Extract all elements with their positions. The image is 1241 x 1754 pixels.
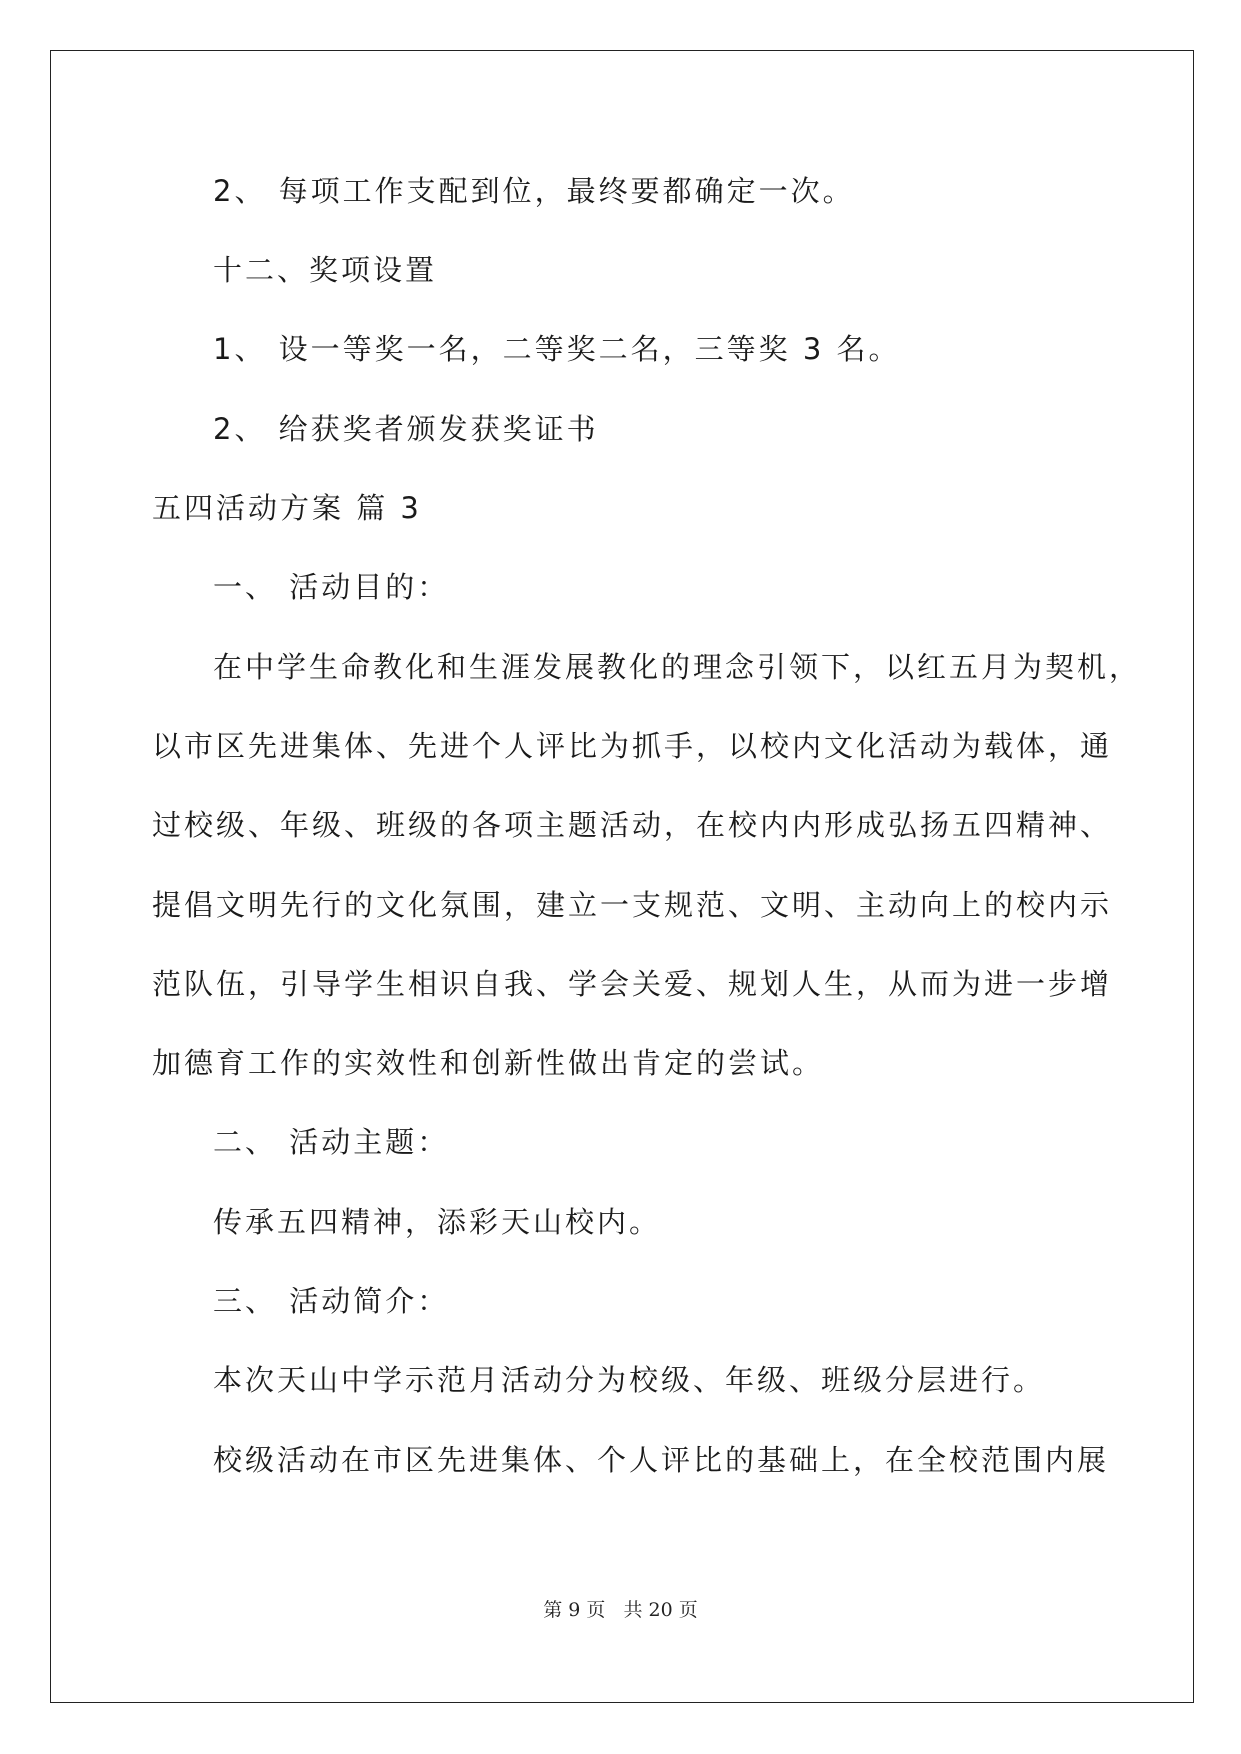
paragraph-line: 范队伍，引导学生相识自我、学会关爱、规划人生，从而为进一步增 xyxy=(152,967,1113,1001)
section-1-heading: 一、 活动目的： xyxy=(213,570,450,604)
item-2-arrangement: 2、 每项工作支配到位，最终要都确定一次。 xyxy=(213,174,855,208)
page-number: 第 9 页 共 20 页 xyxy=(543,1599,698,1621)
plan-title: 五四活动方案 篇 3 xyxy=(152,491,422,525)
paragraph-line: 在中学生命教化和生涯发展教化的理念引领下，以红五月为契机， xyxy=(213,650,1142,684)
award-item-1: 1、 设一等奖一名，二等奖二名，三等奖 3 名。 xyxy=(213,332,901,366)
section-2-heading: 二、 活动主题： xyxy=(213,1125,450,1159)
paragraph-line: 加德育工作的实效性和创新性做出肯定的尝试。 xyxy=(152,1046,825,1080)
paragraph-line: 以市区先进集体、先进个人评比为抓手，以校内文化活动为载体，通 xyxy=(152,729,1113,763)
section-12-heading: 十二、奖项设置 xyxy=(213,253,438,287)
paragraph-line: 提倡文明先行的文化氛围，建立一支规范、文明、主动向上的校内示 xyxy=(152,888,1113,922)
paragraph-line: 过校级、年级、班级的各项主题活动，在校内内形成弘扬五四精神、 xyxy=(152,808,1113,842)
intro-text: 本次天山中学示范月活动分为校级、年级、班级分层进行。 xyxy=(213,1363,1046,1397)
paragraph-line: 校级活动在市区先进集体、个人评比的基础上，在全校范围内展 xyxy=(213,1443,1110,1477)
award-item-2: 2、 给获奖者颁发获奖证书 xyxy=(213,412,599,446)
theme-text: 传承五四精神，添彩天山校内。 xyxy=(213,1205,662,1239)
section-3-heading: 三、 活动简介： xyxy=(213,1284,450,1318)
